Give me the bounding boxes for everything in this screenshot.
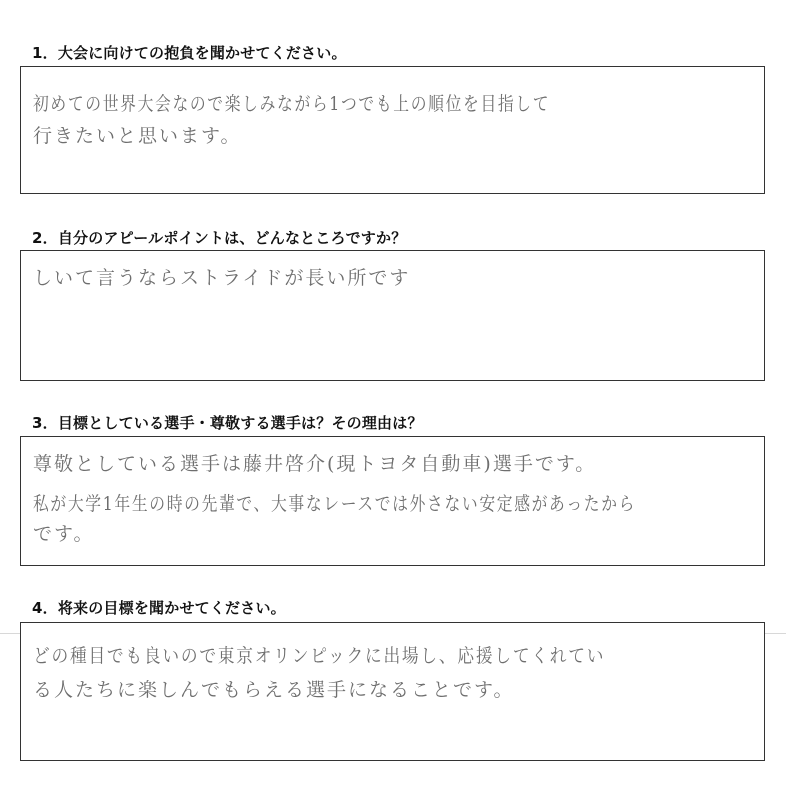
- question-4: 4．将来の目標を聞かせてください。: [32, 599, 286, 617]
- question-3: 3．目標としている選手・尊敬する選手は？その理由は？: [32, 414, 423, 432]
- answer-3-line-1: 尊敬としている選手は藤井啓介(現トヨタ自動車)選手です。: [33, 453, 597, 475]
- question-2: 2．自分のアピールポイントは、どんなところですか？: [32, 229, 407, 247]
- answer-box-2: [20, 250, 765, 381]
- question-1: 1．大会に向けての抱負を聞かせてください。: [32, 44, 347, 62]
- answer-box-4: [20, 622, 765, 761]
- answer-3-line-2: 私が大学1年生の時の先輩で、大事なレースでは外さない安定感があったから: [33, 493, 637, 515]
- answer-box-3: [20, 436, 765, 566]
- answer-3-line-3: です。: [33, 523, 95, 545]
- answer-4-line-1: どの種目でも良いので東京オリンピックに出場し、応援してくれてい: [33, 645, 606, 667]
- answer-1-line-1: 初めての世界大会なので楽しみながら1つでも上の順位を目指して: [33, 93, 551, 115]
- answer-4-line-2: る人たちに楽しんでもらえる選手になることです。: [33, 679, 515, 701]
- answer-1-line-2: 行きたいと思います。: [33, 125, 242, 147]
- answer-box-1: [20, 66, 765, 194]
- answer-2-line-1: しいて言うならストライドが長い所です: [33, 267, 411, 289]
